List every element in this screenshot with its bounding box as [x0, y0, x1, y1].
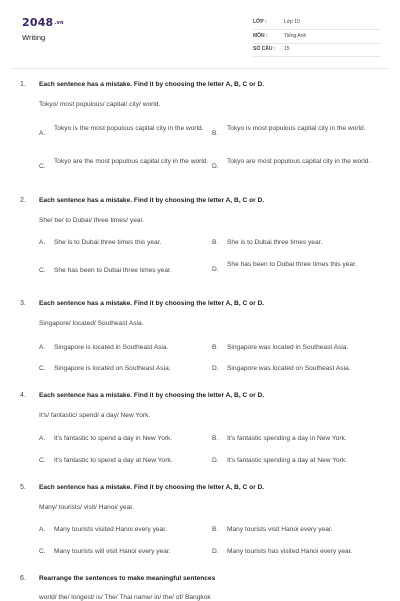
option-text: It's fantastic to spend a day at New York. — [54, 457, 173, 464]
question-number: 1. — [20, 81, 26, 88]
option-text: Many tourists has visited Hanoi every year. — [227, 548, 353, 555]
question-instruction: Each sentence has a mistake. Find it by choosing the letter A, B, C or D. — [39, 392, 265, 399]
option-text: Tokyo is most populous capital city in the world. — [227, 125, 366, 132]
option-text: She is to Dubai three times this year. — [54, 239, 162, 246]
meta-row-subject — [253, 31, 381, 44]
option-text: She has been to Dubai three times year. — [54, 267, 172, 274]
option-letter: A. — [39, 526, 46, 533]
meta-row-question-count — [253, 44, 381, 57]
option-letter: C. — [39, 548, 46, 555]
option-text: It's fantastic spending a day at New York. — [227, 457, 348, 464]
question-number: 3. — [20, 300, 26, 307]
option-text: It's fantastic to spend a day in New York. — [54, 435, 173, 442]
question-prompt: Tokyo/ most populous/ capital/ city/ world. — [39, 101, 161, 108]
option-text: Many tourists will visit Hanoi every year. — [54, 548, 171, 555]
option-letter: B. — [212, 526, 219, 533]
subject-title: Writing — [22, 33, 46, 42]
option-letter: C. — [39, 457, 46, 464]
question-number: 4. — [20, 392, 26, 399]
meta-key: SỐ CÂU : — [253, 46, 276, 52]
meta-value: Tiếng Anh — [284, 33, 307, 39]
option-letter: D. — [212, 163, 219, 170]
option-letter: A. — [39, 130, 46, 137]
option-text: Singapore is located on Southeast Asia. — [54, 365, 171, 372]
logo-suffix: .vn — [54, 20, 64, 26]
question-number: 5. — [20, 484, 26, 491]
question-prompt: world/ the/ longest/ is/ The/ Thai name/ in/ the/ of/ Bangkok — [39, 594, 211, 601]
site-logo[interactable] — [22, 16, 64, 29]
option-letter: B. — [212, 344, 219, 351]
page-header — [0, 0, 400, 68]
meta-value: 15 — [284, 46, 290, 52]
question-prompt: Many/ tourists/ visit/ Hanoi/ year. — [39, 504, 134, 511]
option-text: Singapore was located in Southeast Asia. — [227, 344, 349, 351]
option-letter: B. — [212, 130, 219, 137]
option-letter: A. — [39, 344, 46, 351]
option-letter: D. — [212, 266, 219, 273]
option-text: Many tourists visited Hanoi every year. — [54, 526, 167, 533]
option-letter: B. — [212, 435, 219, 442]
logo-text: 2048 — [22, 16, 54, 29]
option-text: She is to Dubai three times year. — [227, 239, 323, 246]
option-letter: D. — [212, 457, 219, 464]
option-letter: D. — [212, 548, 219, 555]
option-letter: C. — [39, 365, 46, 372]
question-instruction: Each sentence has a mistake. Find it by choosing the letter A, B, C or D. — [39, 484, 265, 491]
question-prompt: Singapore/ located/ Southeast Asia. — [39, 320, 144, 327]
meta-key: LỚP : — [253, 19, 267, 25]
option-text: Tokyo is the most populous capital city in the world. — [54, 125, 204, 132]
option-letter: D. — [212, 365, 219, 372]
option-letter: A. — [39, 435, 46, 442]
option-text: It's fantastic spending a day in New York. — [227, 435, 347, 442]
question-instruction: Rearrange the sentences to make meaningful sentences — [39, 575, 216, 582]
question-prompt: She/ be/ to Dubai/ three times/ year. — [39, 217, 145, 224]
option-text: She has been to Dubai three times this year. — [227, 261, 357, 268]
option-letter: B. — [212, 239, 219, 246]
option-letter: C. — [39, 267, 46, 274]
question-instruction: Each sentence has a mistake. Find it by choosing the letter A, B, C or D. — [39, 197, 265, 204]
option-text: Tokyo are most populous capital city in the world. — [227, 158, 371, 165]
question-instruction: Each sentence has a mistake. Find it by choosing the letter A, B, C or D. — [39, 81, 265, 88]
meta-row-class — [253, 17, 381, 30]
question-number: 6. — [20, 575, 26, 582]
meta-value: Lớp 10 — [284, 19, 300, 25]
option-letter: A. — [39, 239, 46, 246]
meta-key: MÔN : — [253, 33, 268, 39]
option-letter: C. — [39, 163, 46, 170]
question-number: 2. — [20, 197, 26, 204]
option-text: Many tourists visit Hanoi every year. — [227, 526, 333, 533]
question-instruction: Each sentence has a mistake. Find it by choosing the letter A, B, C or D. — [39, 300, 265, 307]
option-text: Singapore is located in Southeast Asia. — [54, 344, 169, 351]
option-text: Singapore was located on Southeast Asia. — [227, 365, 351, 372]
header-divider — [12, 68, 388, 69]
question-prompt: It's/ fantastic/ spend/ a day/ New York. — [39, 412, 151, 419]
option-text: Tokyo are the most populous capital city in the world. — [54, 158, 209, 165]
